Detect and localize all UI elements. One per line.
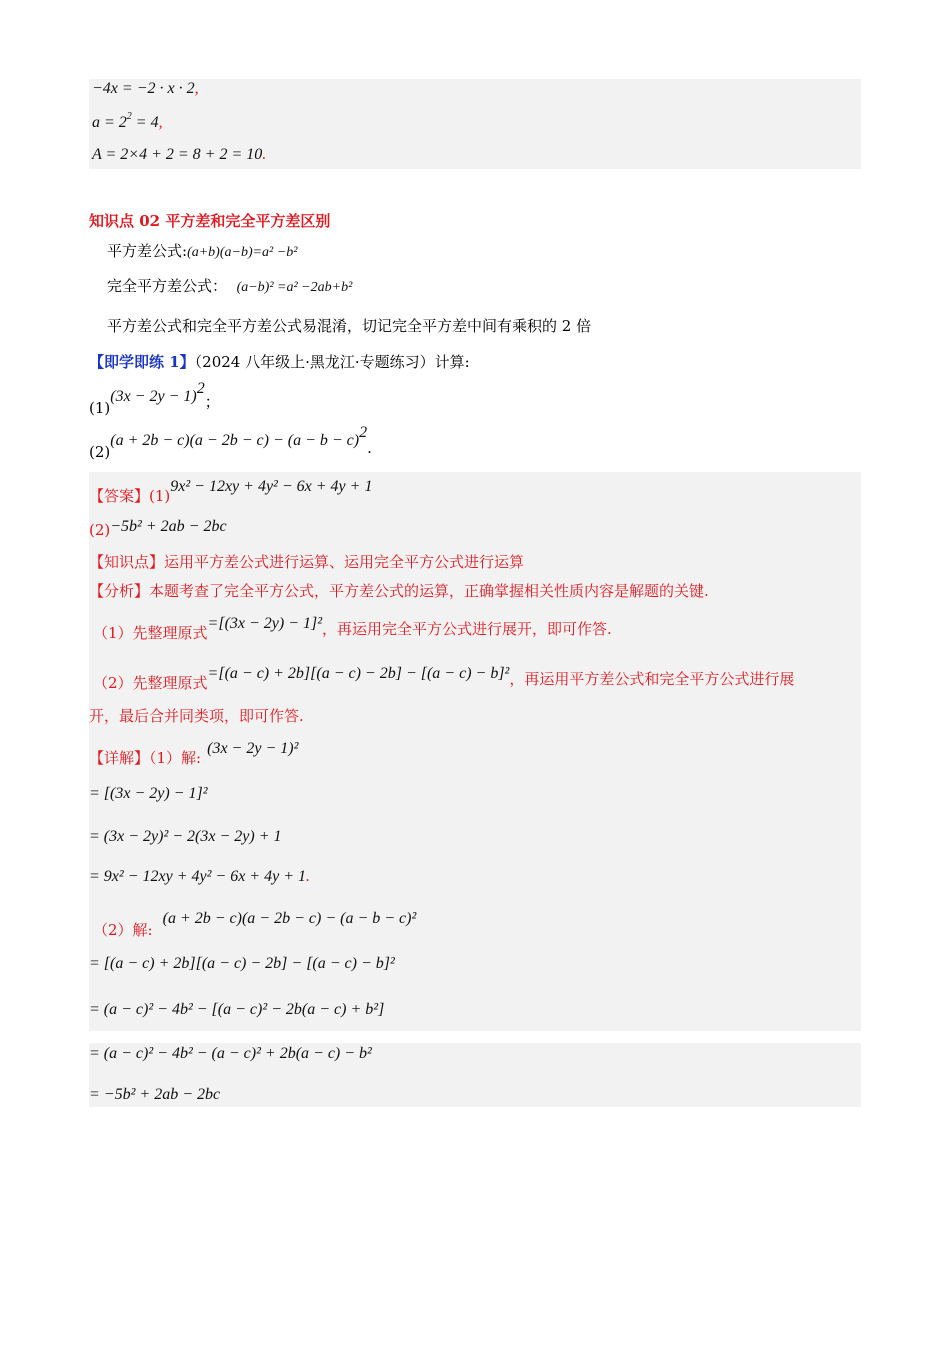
detail-p2-step-2: = (a − c)² − 4b² − [(a − c)² − 2b(a − c) + b²] [89, 1001, 385, 1018]
exponent: 2 [196, 380, 205, 397]
math-expr: (a + 2b − c)(a − 2b − c) − (a − b − c)² [162, 910, 417, 927]
exponent: 2 [126, 111, 132, 122]
answer-line-1 [89, 475, 373, 505]
kp02-formula-1 [107, 240, 297, 261]
question-2 [89, 424, 372, 461]
detail-p1-step-2: = (3x − 2y)² − 2(3x − 2y) + 1 [89, 828, 282, 845]
analysis-text: 本题考查了完全平方公式，平方差公式的运算，正确掌握相关性质内容是解题的关键. [149, 582, 709, 600]
exponent: 2 [359, 424, 368, 441]
answer-tag: 【答案】(1) [89, 487, 171, 505]
detail-tag: 【详解】 [89, 749, 150, 767]
kp02-note: 平方差公式和完全平方差公式易混淆，切记完全平方差中间有乘积的 2 倍 [107, 317, 592, 335]
knowledge-text: 运用平方差公式进行运算、运用完全平方公式进行运算 [164, 553, 525, 571]
knowledge-line [89, 551, 524, 572]
analysis-text: ，再运用完全平方公式进行展开，即可作答. [322, 620, 612, 638]
analysis-text: （2）先整理原式 [93, 674, 208, 692]
kp02-title: 知识点 02 平方差和完全平方差区别 [89, 212, 331, 230]
math-expr: (3x − 2y − 1) [110, 388, 197, 405]
detail-p2-step-4: = −5b² + 2ab − 2bc [89, 1086, 221, 1103]
punct: , [194, 80, 199, 97]
detail-part-2-header [93, 907, 417, 939]
line-A-value [92, 146, 266, 164]
analysis-step-1 [93, 612, 612, 642]
math-expr: (3x − 2y − 1)² [207, 740, 299, 757]
detail-label: （1）解: [149, 749, 202, 767]
math-expr: = 9x² − 12xy + 4y² − 6x + 4y + 1 [89, 868, 306, 885]
math-expr: =[(3x − 2y) − 1]² [207, 615, 323, 632]
punct: , [158, 114, 163, 131]
answer-line-2 [89, 516, 227, 539]
analysis-tag: 【分析】 [89, 582, 150, 600]
knowledge-tag: 【知识点】 [89, 553, 165, 571]
detail-label: （2）解: [93, 921, 153, 939]
punct: . [262, 146, 267, 163]
math-expr: = 4 [131, 114, 159, 131]
detail-p1-step-3 [89, 868, 310, 886]
punct: . [367, 439, 372, 457]
analysis-step-2 [93, 662, 795, 692]
math-expr: =[(a − c) + 2b][(a − c) − 2b] − [(a − c) − b]² [207, 665, 510, 682]
exercise-header [89, 351, 470, 372]
detail-p1-step-1: = [(3x − 2y) − 1]² [89, 785, 208, 802]
analysis-line [89, 580, 709, 601]
math-expr: 9x² − 12xy + 4y² − 6x + 4y + 1 [170, 478, 373, 495]
formula-label: 平方差公式: [107, 242, 188, 260]
analysis-text: （1）先整理原式 [93, 624, 208, 642]
analysis-step-2-cont: 开，最后合并同类项，即可作答. [89, 707, 304, 725]
kp02-formula-2 [107, 275, 352, 296]
formula: (a−b)² =a² −2ab+b² [236, 280, 353, 295]
detail-p2-step-3: = (a − c)² − 4b² − (a − c)² + 2b(a − c) − b² [89, 1045, 372, 1062]
exercise-tag: 【即学即练 1】 [89, 353, 195, 371]
detail-part-1-header [89, 737, 299, 767]
line-minus4x [92, 80, 199, 98]
math-expr: −4x = −2 · x · 2 [92, 80, 195, 97]
formula: (a+b)(a−b)=a² −b² [187, 245, 298, 260]
math-expr: −5b² + 2ab − 2bc [110, 518, 227, 535]
math-expr: A = 2×4 + 2 = 8 + 2 = 10 [92, 146, 263, 163]
formula-label: 完全平方差公式： [107, 277, 228, 295]
exercise-source: （2024 八年级上·黑龙江·专题练习）计算: [194, 353, 470, 371]
punct: ； [204, 393, 220, 411]
analysis-text: ，再运用平方差公式和完全平方公式进行展 [509, 670, 795, 688]
answer-number: (2) [89, 521, 111, 539]
question-number: (2) [89, 443, 111, 461]
punct: . [305, 868, 310, 885]
line-a-value [92, 111, 163, 132]
question-number: (1) [89, 399, 111, 417]
math-expr: (a + 2b − c)(a − 2b − c) − (a − b − c) [110, 432, 360, 449]
detail-p2-step-1: = [(a − c) + 2b][(a − c) − 2b] − [(a − c) − b]² [89, 955, 395, 972]
question-1 [89, 380, 220, 417]
math-expr: a = 2 [92, 114, 127, 131]
